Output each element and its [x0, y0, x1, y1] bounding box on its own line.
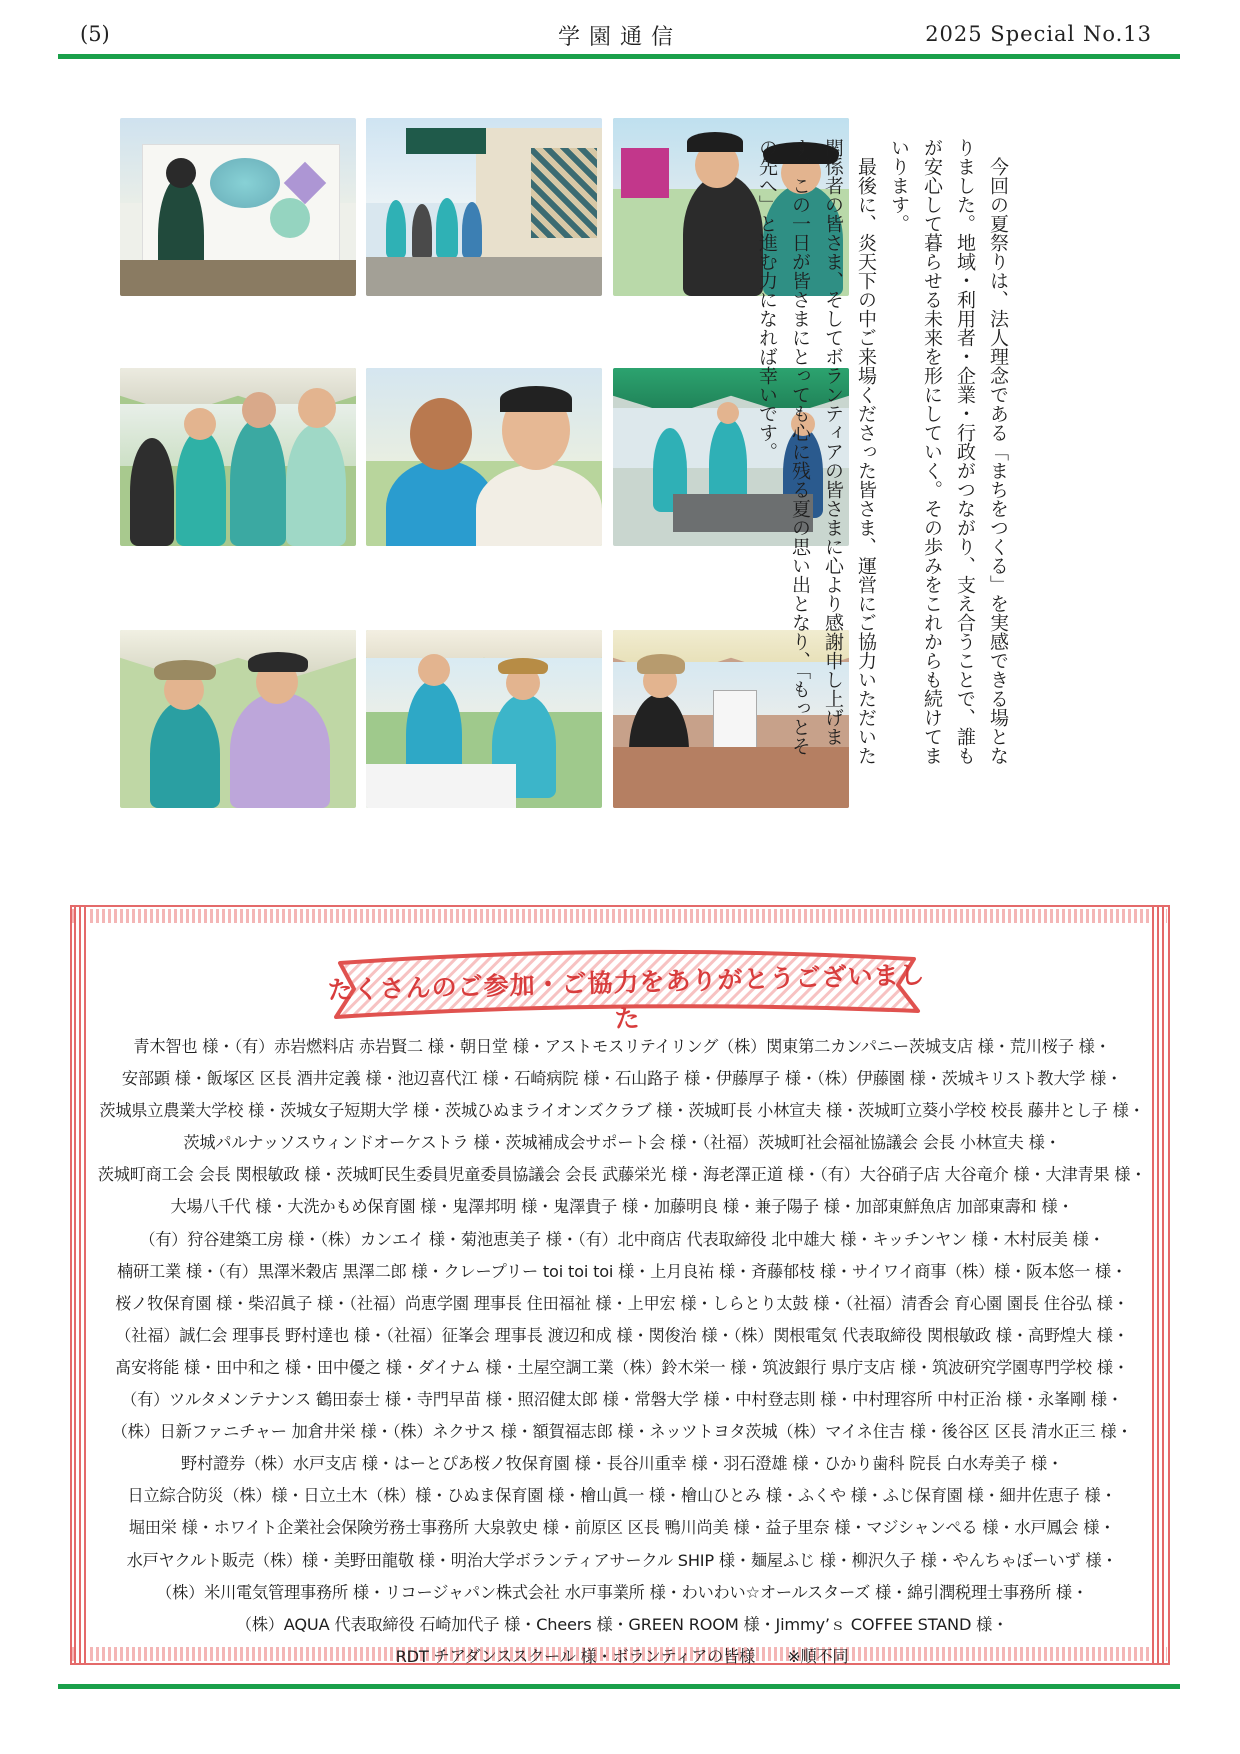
- supporter-line: RDT チアダンススクール 様・ボランティアの皆様 ※順不同: [395, 1646, 849, 1666]
- supporter-line: 楠研工業 様・（有）黒澤米穀店 黒澤二郎 様・クレープリー toi toi toi 様・上月良祐 様・斉藤郁枝 様・サイワイ商事（株）様・阪本悠一 様・: [116, 1261, 1127, 1281]
- photo-food-trucks: [366, 118, 602, 296]
- page-header: [0, 0, 1240, 60]
- newsletter-title: 学園通信: [557, 25, 682, 50]
- thanks-ribbon: [320, 945, 934, 1034]
- photo-girls-under-tent: [120, 630, 356, 808]
- photo-volunteers-serving: [366, 630, 602, 808]
- supporter-line: （株）米川電気管理事務所 様・リコージャパン株式会社 水戸事業所 様・わいわい☆オールスターズ 様・綿引潤税理士事務所 様・: [156, 1582, 1088, 1602]
- supporter-line: （有）狩谷建築工房 様・（株）カンエイ 様・菊池恵美子 様・（有）北中商店 代表取締役 北中雄大 様・キッチンヤン 様・木村辰美 様・: [139, 1229, 1105, 1249]
- article-paragraph: 今回の夏祭りは、法人理念である「まちをつくる」を実感できる場となりました。地域・利用者・企業・行政がつながり、支え合うことで、誰もが安心して暮らせる未来を形にしていく。その歩みをこれからも続けてまいります。: [888, 138, 1009, 765]
- supporter-line: 大場八千代 様・大洗かもめ保育園 様・鬼澤邦明 様・鬼澤貴子 様・加藤明良 様・兼子陽子 様・加部東鮮魚店 加部東壽和 様・: [170, 1197, 1074, 1217]
- thanks-box: [70, 905, 1170, 1665]
- photo-women-peace-sign: [120, 368, 356, 546]
- issue-label: 2025 Special No.13: [925, 22, 1152, 46]
- supporter-list: [82, 1031, 1162, 1673]
- photo-two-men-peace-sign: [366, 368, 602, 546]
- article-paragraph: 最後に、炎天下の中ご来場くださった皆さま、運営にご協力いただいた関係者の皆さま、そしてボランティアの皆さまに心より感謝申し上げます。この一日が皆さまにとっても心に残る夏の思い出となり、「もっとその先へ」と進む力になれば幸いです。: [756, 138, 877, 765]
- supporter-line: 茨城パルナッソスウィンドオーケストラ 様・茨城補成会サポート会 様・（社福）茨城町社会福祉協議会 会長 小林宣夫 様・: [183, 1133, 1061, 1153]
- supporter-line: （株）AQUA 代表取締役 石崎加代子 様・Cheers 様・GREEN ROOM 様・Jimmy’ｓ COFFEE STAND 様・: [235, 1614, 1009, 1634]
- supporter-line: 茨城町商工会 会長 関根敏政 様・茨城町民生委員児童委員協議会 会長 武藤栄光 様・海老澤正道 様・（有）大谷硝子店 大谷竜介 様・大津青果 様・: [97, 1165, 1147, 1185]
- supporter-line: 茨城県立農業大学校 様・茨城女子短期大学 様・茨城ひぬまライオンズクラブ 様・茨城町長 小林宣夫 様・茨城町立葵小学校 校長 藤井とし子 様・: [99, 1101, 1145, 1121]
- thanks-heading: たくさんのご参加・ご協力をありがとうございました: [327, 960, 926, 1034]
- supporter-line: 青木智也 様・（有）赤岩燃料店 赤岩賢二 様・朝日堂 様・アストモスリテイリング（株）関東第二カンパニー茨城支店 様・荒川桜子 様・: [133, 1037, 1111, 1056]
- footer-rule: [58, 1684, 1180, 1689]
- supporter-line: 安部顕 様・飯塚区 区長 酒井定義 様・池辺喜代江 様・石崎病院 様・石山路子 様・伊藤厚子 様・（株）伊藤園 様・茨城キリスト教大学 様・: [121, 1069, 1123, 1089]
- supporter-line: （有）ツルタメンテナンス 鶴田泰士 様・寺門早苗 様・照沼健太郎 様・常磐大学 様・中村登志則 様・中村理容所 中村正治 様・永峯剛 様・: [121, 1390, 1123, 1410]
- supporter-line: 水戸ヤクルト販売（株）様・美野田龍敬 様・明治大学ボランティアサークル SHIP 様・麺屋ふじ 様・柳沢久子 様・やんちゃぼーいず 様・: [126, 1550, 1118, 1570]
- article-body: [750, 138, 1014, 768]
- supporter-line: 髙安将能 様・田中和之 様・田中優之 様・ダイナム 様・土屋空調工業（株）鈴木栄一 様・筑波銀行 県庁支店 様・筑波研究学園専門学校 様・: [115, 1357, 1129, 1377]
- decorative-stripe: [72, 909, 1168, 923]
- supporter-line: 堀田栄 様・ホワイト企業社会保険労務士事務所 大泉敦史 様・前原区 区長 鴨川尚美 様・益子里奈 様・マジシャンぺる 様・水戸鳳会 様・: [128, 1518, 1116, 1538]
- supporter-line: 桜ノ牧保育園 様・柴沼眞子 様・（社福）尚恵学園 理事長 住田福祉 様・上甲宏 様・しらとり太鼓 様・（社福）清香会 育心園 園長 住谷弘 様・: [115, 1293, 1129, 1313]
- photo-mural-painting: [120, 118, 356, 296]
- header-rule: [58, 54, 1180, 59]
- page-number: (5): [80, 22, 110, 46]
- supporter-line: 野村證券（株）水戸支店 様・はーとぴあ桜ノ牧保育園 様・長谷川重幸 様・羽石澄雄 様・ひかり歯科 院長 白水寿美子 様・: [181, 1454, 1063, 1474]
- supporter-line: （社福）誠仁会 理事長 野村達也 様・（社福）征峯会 理事長 渡辺和成 様・関俊治 様・（株）関根電気 代表取締役 関根敏政 様・高野煌大 様・: [115, 1325, 1129, 1345]
- supporter-line: 日立綜合防災（株）様・日立土木（株）様・ひぬま保育園 様・檜山眞一 様・檜山ひとみ 様・ふくや 様・ふじ保育園 様・細井佐恵子 様・: [127, 1486, 1117, 1506]
- supporter-line: （株）日新ファニチャー 加倉井栄 様・（株）ネクサス 様・額賀福志郎 様・ネッツトヨタ茨城（株）マイネ住吉 様・後谷区 区長 清水正三 様・: [111, 1422, 1133, 1442]
